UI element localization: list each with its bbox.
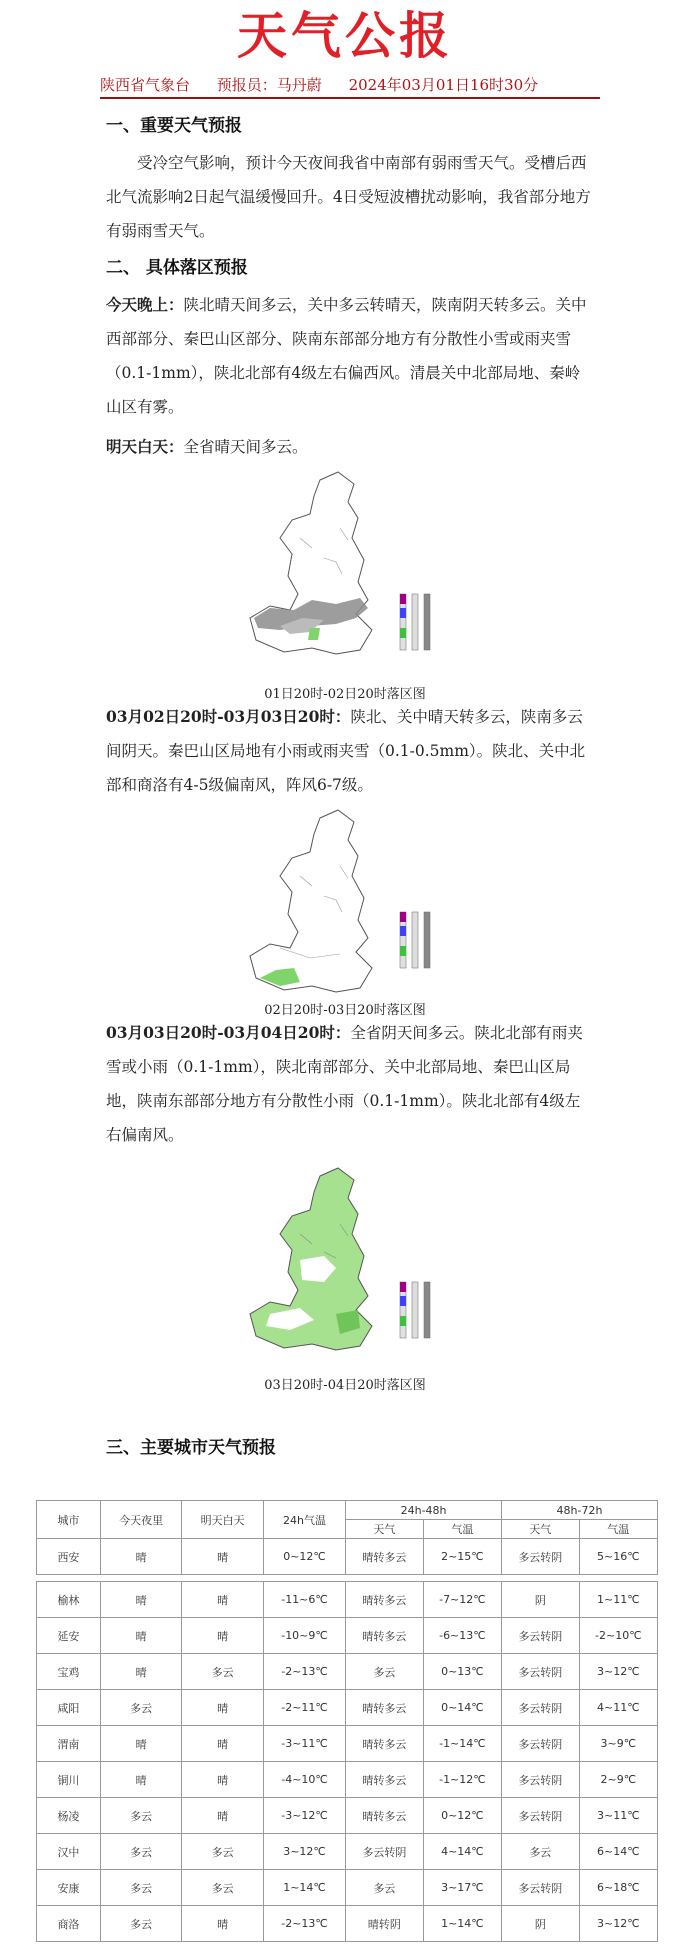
table-cell: -4~10℃ xyxy=(263,1762,345,1798)
col-h72: 48h-72h xyxy=(502,1501,658,1520)
table-cell: 1~11℃ xyxy=(579,1582,657,1618)
table-cell: -2~13℃ xyxy=(263,1654,345,1690)
table-cell: 安康 xyxy=(37,1870,101,1906)
table-row xyxy=(37,1618,658,1654)
col-h48-weather: 天气 xyxy=(346,1520,424,1539)
table-cell: 2~15℃ xyxy=(423,1539,501,1575)
table-cell: 3~11℃ xyxy=(579,1798,657,1834)
table-cell: 晴转多云 xyxy=(346,1539,424,1575)
period3-text: 全省阴天间多云。陕北北部有雨夹雪或小雨（0.1-1mm），陕北南部部分、关中北部局地、秦巴山区局地，陕南东部部分地方有分散性小雨（0.1-1mm）。陕北北部有4级左右偏南风。 xyxy=(106,1024,583,1144)
bulletin-title: 天气公报 xyxy=(237,7,453,65)
table-cell: 多云转阴 xyxy=(502,1726,580,1762)
table-cell: 咸阳 xyxy=(37,1690,101,1726)
table-cell: 3~12℃ xyxy=(579,1906,657,1942)
col-tomorrow: 明天白天 xyxy=(182,1501,264,1539)
table-cell: 榆林 xyxy=(37,1582,101,1618)
issuing-office: 陕西省气象台 xyxy=(100,76,191,94)
table-row xyxy=(37,1726,658,1762)
table-row xyxy=(37,1906,658,1942)
forecaster: 预报员：马丹蔚 xyxy=(216,76,322,94)
period2-label: 03月02日20时-03月03日20时： xyxy=(106,707,351,726)
table-cell: 晴 xyxy=(100,1539,182,1575)
col-h48: 24h-48h xyxy=(346,1501,502,1520)
table-cell: -2~11℃ xyxy=(263,1690,345,1726)
map2-caption: 02日20时-03日20时落区图 xyxy=(264,1003,426,1018)
table-row xyxy=(37,1690,658,1726)
table-cell: 晴转多云 xyxy=(346,1726,424,1762)
table-cell: 晴 xyxy=(100,1618,182,1654)
table-cell: 多云转阴 xyxy=(502,1870,580,1906)
col-city: 城市 xyxy=(37,1501,101,1539)
period3-label: 03月03日20时-03月04日20时： xyxy=(106,1023,351,1042)
period2-text: 陕北、关中晴天转多云，陕南多云间阴天。秦巴山区局地有小雨或雨夹雪（0.1-0.5mm）。陕北、关中北部和商洛有4-5级偏南风，阵风6-7级。 xyxy=(106,708,586,794)
table-cell: 阴 xyxy=(502,1582,580,1618)
bulletin-meta xyxy=(100,74,600,96)
table-cell: 宝鸡 xyxy=(37,1654,101,1690)
precip-map-3 xyxy=(240,1164,450,1370)
table-cell: 6~14℃ xyxy=(579,1834,657,1870)
table-gap-cell xyxy=(37,1575,658,1582)
section1-heading: 一、重要天气预报 xyxy=(106,116,242,136)
table-cell: 晴 xyxy=(182,1798,264,1834)
table-cell: 晴 xyxy=(182,1582,264,1618)
table-cell: 多云转阴 xyxy=(502,1762,580,1798)
table-row xyxy=(37,1539,658,1575)
tomorrow-text: 全省晴天间多云。 xyxy=(183,438,308,456)
table-cell: 晴 xyxy=(182,1762,264,1798)
table-cell: 晴转多云 xyxy=(346,1798,424,1834)
table-cell: -3~12℃ xyxy=(263,1798,345,1834)
table-cell: 渭南 xyxy=(37,1726,101,1762)
table-cell: 晴转多云 xyxy=(346,1762,424,1798)
city-forecast-table xyxy=(36,1500,658,1942)
table-cell: 多云 xyxy=(100,1906,182,1942)
table-row xyxy=(37,1582,658,1618)
header-divider xyxy=(100,97,600,99)
table-cell: 多云转阴 xyxy=(502,1690,580,1726)
table-cell: 晴转多云 xyxy=(346,1618,424,1654)
table-cell: 晴 xyxy=(182,1726,264,1762)
table-cell: 多云 xyxy=(182,1654,264,1690)
table-cell: 商洛 xyxy=(37,1906,101,1942)
period3-forecast xyxy=(106,1016,594,1152)
col-h72-temp: 气温 xyxy=(579,1520,657,1539)
section2-heading: 二、 具体落区预报 xyxy=(106,258,248,278)
table-cell: 晴 xyxy=(182,1618,264,1654)
table-cell: -1~14℃ xyxy=(423,1726,501,1762)
issue-datetime: 2024年03月01日16时30分 xyxy=(348,76,539,94)
table-cell: 多云 xyxy=(346,1654,424,1690)
table-row xyxy=(37,1654,658,1690)
precip-map-1 xyxy=(240,468,450,678)
table-cell: 多云转阴 xyxy=(346,1834,424,1870)
table-cell: 晴 xyxy=(100,1762,182,1798)
table-cell: 晴转阴 xyxy=(346,1906,424,1942)
table-cell: 3~17℃ xyxy=(423,1870,501,1906)
table-cell: 0~14℃ xyxy=(423,1690,501,1726)
table-cell: 汉中 xyxy=(37,1834,101,1870)
table-row xyxy=(37,1834,658,1870)
table-cell: 晴 xyxy=(182,1906,264,1942)
tonight-label: 今天晚上： xyxy=(106,295,184,314)
table-cell: 4~11℃ xyxy=(579,1690,657,1726)
table-cell: 杨凌 xyxy=(37,1798,101,1834)
table-cell: 0~12℃ xyxy=(263,1539,345,1575)
table-cell: 西安 xyxy=(37,1539,101,1575)
tomorrow-forecast xyxy=(106,430,594,464)
table-cell: 铜川 xyxy=(37,1762,101,1798)
table-cell: 4~14℃ xyxy=(423,1834,501,1870)
col-tonight: 今天夜里 xyxy=(100,1501,182,1539)
table-cell: 多云 xyxy=(100,1798,182,1834)
table-cell: -11~6℃ xyxy=(263,1582,345,1618)
table-cell: -7~12℃ xyxy=(423,1582,501,1618)
table-cell: -3~11℃ xyxy=(263,1726,345,1762)
table-cell: 3~12℃ xyxy=(579,1654,657,1690)
col-h48-temp: 气温 xyxy=(423,1520,501,1539)
map3-caption: 03日20时-04日20时落区图 xyxy=(264,1378,426,1393)
table-cell: 多云 xyxy=(182,1834,264,1870)
table-cell: 多云 xyxy=(346,1870,424,1906)
col-h72-weather: 天气 xyxy=(502,1520,580,1539)
table-cell: 2~9℃ xyxy=(579,1762,657,1798)
table-cell: -2~10℃ xyxy=(579,1618,657,1654)
tonight-text: 陕北晴天间多云，关中多云转晴天，陕南阴天转多云。关中西部部分、秦巴山区部分、陕南东部部分地方有分散性小雪或雨夹雪（0.1-1mm），陕北北部有4级左右偏西风。清晨关中北部局地、秦岭山区有雾。 xyxy=(106,296,587,416)
precip-map-2 xyxy=(240,808,450,1000)
table-cell: -6~13℃ xyxy=(423,1618,501,1654)
table-cell: 晴 xyxy=(100,1726,182,1762)
col-temp24: 24h气温 xyxy=(263,1501,345,1539)
tomorrow-label: 明天白天： xyxy=(106,437,184,456)
table-gap-row xyxy=(37,1575,658,1582)
table-cell: 晴 xyxy=(100,1582,182,1618)
tonight-forecast xyxy=(106,288,594,424)
table-cell: -2~13℃ xyxy=(263,1906,345,1942)
table-cell: 多云 xyxy=(182,1870,264,1906)
table-cell: 晴 xyxy=(182,1539,264,1575)
table-row xyxy=(37,1870,658,1906)
table-cell: 阴 xyxy=(502,1906,580,1942)
table-cell: 多云转阴 xyxy=(502,1618,580,1654)
table-cell: 0~13℃ xyxy=(423,1654,501,1690)
table-cell: 多云转阴 xyxy=(502,1798,580,1834)
table-cell: 晴 xyxy=(182,1690,264,1726)
map1-caption: 01日20时-02日20时落区图 xyxy=(264,687,426,702)
table-cell: -10~9℃ xyxy=(263,1618,345,1654)
table-cell: 多云转阴 xyxy=(502,1654,580,1690)
table-row xyxy=(37,1798,658,1834)
table-cell: 多云 xyxy=(100,1690,182,1726)
period2-forecast xyxy=(106,700,594,802)
table-cell: 延安 xyxy=(37,1618,101,1654)
city-rows xyxy=(37,1539,658,1942)
table-cell: 3~12℃ xyxy=(263,1834,345,1870)
section1-body: 受冷空气影响，预计今天夜间我省中南部有弱雨雪天气。受槽后西北气流影响2日起气温缓慢回升。4日受短波槽扰动影响，我省部分地方有弱雨雪天气。 xyxy=(106,154,591,240)
table-row xyxy=(37,1762,658,1798)
table-cell: 1~14℃ xyxy=(423,1906,501,1942)
table-cell: 多云 xyxy=(100,1870,182,1906)
table-cell: 5~16℃ xyxy=(579,1539,657,1575)
section3-heading: 三、主要城市天气预报 xyxy=(106,1438,276,1458)
table-cell: 晴 xyxy=(100,1654,182,1690)
table-cell: 6~18℃ xyxy=(579,1870,657,1906)
table-cell: 3~9℃ xyxy=(579,1726,657,1762)
table-cell: 0~12℃ xyxy=(423,1798,501,1834)
table-cell: 晴转多云 xyxy=(346,1582,424,1618)
table-cell: 多云 xyxy=(502,1834,580,1870)
table-cell: 晴转多云 xyxy=(346,1690,424,1726)
table-cell: 多云转阴 xyxy=(502,1539,580,1575)
table-cell: 1~14℃ xyxy=(263,1870,345,1906)
table-cell: 多云 xyxy=(100,1834,182,1870)
table-cell: -1~12℃ xyxy=(423,1762,501,1798)
